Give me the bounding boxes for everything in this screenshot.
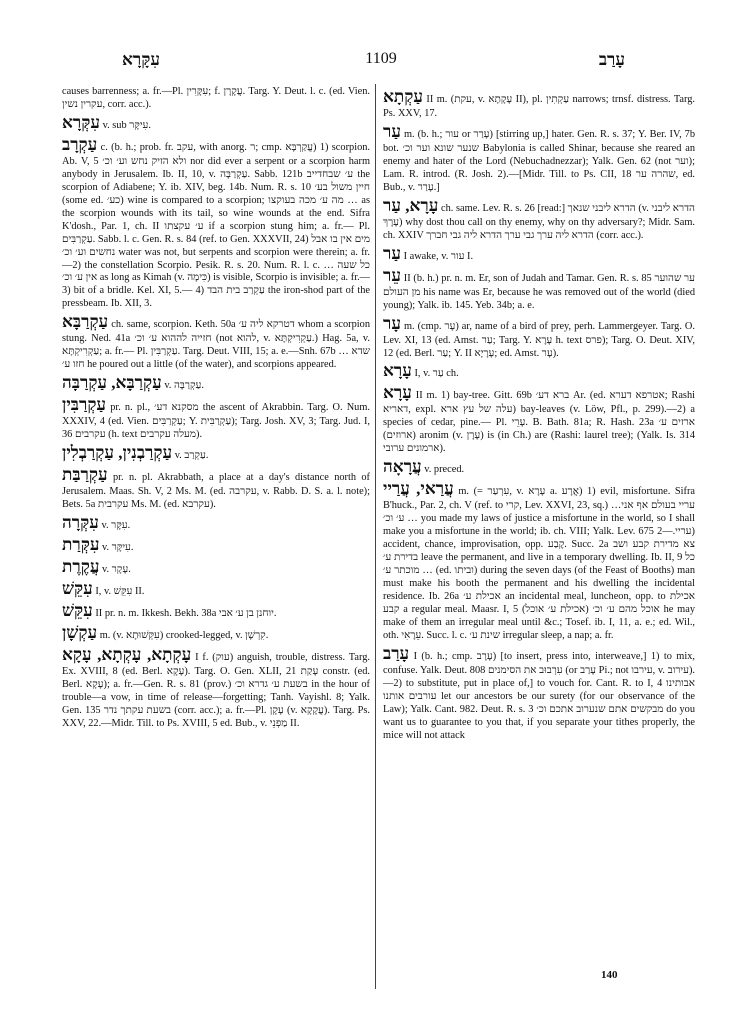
entry-headword: עֲרַאי, עֲרַיי bbox=[383, 479, 454, 499]
entry-headword: עֵר bbox=[383, 265, 401, 285]
dictionary-entry bbox=[383, 478, 695, 642]
entry-text: I f. (עוק) anguish, trouble, distress. Targ. Ex. XVIII, 8 (ed. Berl. עָקָא). Targ. O. Gen. XLII, 21 עָקַת constr. (ed. Berl. עָקָא); a. fr.—Gen. R. s. 81 (prov.) בשעת ע׳ גדרא וכ׳ in the hour of trouble—a vow, in time of release—forgetting; Tanh. Vayishl. 8; Yalk. Gen. 135 בשעת עקתך נדר (corr. acc.); a. fr.—Pl. עָקָן (v. עֲקָקָא). Targ. Ps. XXV, 22.—Midr. Till. to Ps. XVIII, 5 ed. Bub., v. מַפְנֵי II. bbox=[62, 652, 371, 729]
entry-text: m. (b. h.; עור or עָרַר) [stirring up,] hater. Gen. R. s. 37; Y. Ber. IV, 7b bot. שנער שונא וער וכ׳ Babylonia is called Shinar, because she reared an enemy and hater of the Lord (Nebuchadnezzar); Yalk. Gen. 62 (not וער); Lam. R. introd. (R. Josh. 2).—[Midr. Till. to Ps. CII, 18 שהרה ער, ed. Bub., v. עָרַר.] bbox=[383, 128, 696, 193]
entry-text: m. (cmp. עָר) ar, name of a bird of prey, perh. Lammergeyer. Targ. O. Lev. XI, 13 (ed. Amst. עַר; Targ. Y. עָרָא h. text פרס); Targ. O. Deut. XIV, 12 (ed. Berl. עַר; Y. II עָרָיָא; ed. Amst. עָר). bbox=[383, 320, 695, 359]
entry-text: ch. same, scorpion. Keth. 50a דטרקא ליה ע׳ whom a scorpion stung. Ned. 41a חזייה לההוא ע׳ וכ׳ (not להוא, v. עַקְרִיקְתָּא.) Hag. 5a, v. עַקְרִיקְתָּא; a. fr.— Pl. עַקְרַבִּין. Targ. Deut. VIII, 15; a. e.—Snh. 67b שדא … חזו ע׳ he poured out a little (of the water), and scorpions appeared. bbox=[62, 319, 371, 371]
left-column bbox=[62, 86, 370, 731]
dictionary-entry bbox=[62, 644, 370, 731]
right-column bbox=[383, 86, 695, 743]
dictionary-entry bbox=[62, 311, 370, 372]
dictionary-entry bbox=[62, 372, 370, 394]
entry-text: ch. same. Lev. R. s. 26 [read:] הדרא ליבני שנאך (v. הדרא ליבני עָרָךְ) why dost thou call on thy enemy, why on thy adversary?; Midr. Sam. ch. XXIV הדרא ליה ערך גבי ערך הדרא ליה גבי חברך (corr. acc.). bbox=[383, 202, 695, 241]
running-head-left: עִקָּרָא bbox=[122, 50, 160, 69]
entry-text: causes barrenness; a. fr.—Pl. עִקָּרִין; f. עֲקָרָן. Targ. Y. Deut. l. c. (ed. Vien. עקרין נשין, corr. acc.). bbox=[62, 86, 370, 110]
dictionary-entry bbox=[62, 622, 370, 644]
entry-text: II pr. n. m. Ikkesh. Bekh. 38a יוחנן בן ע׳ אבי. bbox=[95, 608, 277, 620]
column-divider bbox=[375, 84, 376, 989]
entry-headword: עִקְּרָה bbox=[62, 513, 99, 533]
entry-headword: עַר bbox=[383, 243, 401, 263]
entry-headword: עָרָא, עַר bbox=[383, 195, 439, 215]
entry-headword: עִקְּרַת bbox=[62, 535, 100, 555]
dictionary-entry bbox=[383, 121, 695, 195]
dictionary-entry bbox=[383, 195, 695, 243]
entry-text: v. עַקְרַב. bbox=[174, 450, 209, 462]
entry-headword: עַקְרַבְנִין, עַקְרַבְלִין bbox=[62, 443, 173, 463]
entry-headword: עָרָא bbox=[383, 361, 412, 381]
entry-text: I awake, v. עור I. bbox=[403, 250, 474, 262]
entry-text: v. עִקָּר. bbox=[101, 520, 131, 532]
dictionary-entry bbox=[383, 360, 695, 382]
dictionary-entry bbox=[383, 243, 695, 265]
dictionary-entry bbox=[62, 534, 370, 556]
entry-text: II m. (עקת, v. עָקָתָא II), pl. עַקְתִין narrows; trnsf. distress. Targ. Ps. XXV, 17. bbox=[383, 94, 696, 119]
entry-headword: עֲקֶרֶת bbox=[62, 557, 100, 577]
entry-text: v. עִיקָּר. bbox=[102, 542, 134, 554]
entry-headword: עַקְרַבַּת bbox=[62, 465, 108, 485]
entry-headword: עִקֵּשׁ bbox=[62, 601, 93, 621]
dictionary-entry bbox=[383, 313, 695, 361]
entry-text: v. עַקְרַבָּה. bbox=[164, 380, 204, 392]
dictionary-entry bbox=[62, 600, 370, 622]
entry-text: m. (= עִרְעַר, v. עָרָא a. אֲרָע) 1) evil, misfortune. Sifra B'huck., Par. 2, ch. V (ref. to קרי, Lev. XXVI, 23, sq.) …עריי בעולם אף אני … ע׳ וכ׳ you made my laws of justice a misfortune in the world, so I shall make you a misfortune in the world; ib. ch. VIII; Yalk. Lev. 675 עריי.—2) accident, chance, improvisation, opp. קֶבַע. Succ. 2a צא מדירת קבע ושב בדירת ע׳ leave the permanent, and live in a temporary dwelling. Ib. II, 9 כל … מוכתר ע׳ (ed. וביתו) during the seven days (of the Feast of Booths) man must make his booth the permanent and his dwelling the incidental residence. Ib. 26a אכילת ע׳ an incidental meal, luncheon, opp. to אכילת קבע a regular meal. Maasr. I, 5 אוכל מהם ע׳ וכ׳ (אכילת ע׳ אוכל) he may make of them an irregular meal until &c.; Tosef. ib. I, 11, a. e.; ed. Wil., oth. עֵרָאִי. Succ. l. c. שינת ע׳ irregular sleep, a nap; a. fr. bbox=[383, 486, 696, 641]
entry-headword: עַקְרָב bbox=[62, 134, 98, 154]
entry-headword: עִקְּרָא bbox=[62, 112, 100, 132]
dictionary-entry bbox=[62, 578, 370, 600]
dictionary-entry bbox=[62, 442, 370, 464]
entry-headword: עַר bbox=[383, 121, 401, 141]
dictionary-entry bbox=[383, 456, 695, 478]
dictionary-entry bbox=[62, 512, 370, 534]
entry-text: c. (b. h.; prob. fr. עקב, with anorg. ר; cmp. עֲקַרְבָּא) 1) scorpion. Ab. V, 5 ולא הזיק נחש וע׳ וכ׳ nor did ever a serpent or a scorpion harm anybody in Jerusalem. Ib. II, 10, v. עַקְרַבָּה. Sabb. 121b ע׳ שבחדייב the scorpion of Adiabene; Y. ib. XIV, beg. 14b. Num. R. s. 10 חיין משול בע׳ (some ed. כע׳) wine is compared to a scorpion; מה ע׳ מכה בעוקצו … as the scorpion wounds with its tail, so wine wounds at the end. Sifra K'dosh., Par. 1, ch. II ע׳ עקצתו if a scorpion stung him; a. fr.— Pl. עַקְרַבִּים. Sabb. l. c. Gen. R. s. 84 (ref. to Gen. XXXVII, 24) מים אין בו אבל נחשים וע׳ וכ׳ water was not, but serpents and scorpion were therein; a. fr.—2) the constellation Scorpio. Pesik. R. s. 20. Num. R. l. c. כל שעה … אין ע׳ וכ׳ as long as Kimah (v. כִּימָה) is visible, Scorpio is invisible; a. fr.—3) bit of a bridle. Kel. XI, 5.— 4) עַקְרַב בית הבד the iron-shod part of the pressbeam. Ib. XII, 3. bbox=[62, 141, 371, 310]
entry-headword: עַקְרַבָּא, עַקְרַבָּה bbox=[62, 373, 162, 393]
dictionary-entry bbox=[62, 134, 370, 311]
dictionary-entry bbox=[383, 86, 695, 121]
entry-text: v. עָקָר. bbox=[102, 564, 131, 576]
dictionary-entry bbox=[62, 112, 370, 134]
dictionary-entry bbox=[62, 86, 370, 112]
dictionary-entry bbox=[62, 464, 370, 512]
entry-headword: עָקְתָא, עָקְתָא, עָקָא bbox=[62, 645, 192, 665]
entry-text: II (b. h.) pr. n. m. Er, son of Judah and Tamar. Gen. R. s. 85 ער שהוער מן העולם his name was Er, because he was removed out of the world (died young); Yalk. ib. 145. Yeb. 34b; a. e. bbox=[383, 272, 695, 311]
entry-headword: עָר bbox=[383, 313, 401, 333]
entry-text: v. preced. bbox=[424, 464, 465, 476]
entry-headword: עַקְרַבָּא bbox=[62, 312, 109, 332]
entry-text: II m. 1) bay-tree. Gitt. 69b ברא דע׳ Ar. (ed. אטרפא דערא; Rashi דאריא, expl. עלה של עץ ארא) bay-leaves (v. Löw, Pfl., p. 299).—2) a species of cedar, pine.— Pl. עָרֵי. B. Bath. 81a; R. Hash. 23a ארזים ע׳ (ארוזים) aronim (v. עָרָן) is (in Ch.) are (Rashi: laurel tree); (Yalk. Is. 314 ארמונים ערובי). bbox=[383, 390, 695, 455]
entry-headword: עַקְשָׁן bbox=[62, 623, 98, 643]
entry-headword: עָרָא bbox=[383, 383, 412, 403]
dictionary-entry bbox=[383, 265, 695, 313]
entry-text: m. (v. עִקְּשׁוּתָא) crooked-legged, v. קִרְשָׁן. bbox=[99, 630, 269, 642]
page-number: 1109 bbox=[365, 50, 397, 67]
dictionary-entry bbox=[383, 643, 695, 743]
entry-text: I (b. h.; cmp. עָרָב) [to insert, press into, interweave,] 1) to mix, confuse. Yalk. Deut. 808 עִרְבוּב את הסימנים (or עָרַב Pi.; not עירבו, v. עירוב).—2) to substitute, put in place of,] to vouch for. Cant. R. to I, 4 אבותינו עורבים אותנו let our ancestors be our surety (for our observance of the Law); Yalk. Cant. 982. Deut. R. s. 3 מבקשים אתם שנערוב אתכם וכ׳ do you want us to guarantee to you that, if you separate your tithes properly, the mice will not attack bbox=[383, 650, 696, 741]
entry-text: I, v. עַר ch. bbox=[414, 368, 459, 380]
signature-mark: 140 bbox=[601, 969, 618, 981]
running-head-right: עָרַב bbox=[598, 50, 625, 69]
entry-text: pr. n. pl., מסקנא דע׳ the ascent of Akrabbin. Targ. O. Num. XXXIV, 4 (ed. Vien. עַקְרַבִּים; Y. עַקְרַבִּית); Targ. Josh. XV, 3; Targ. Jud. I, 36 עקרבים (h. text מעלה עקרבים). bbox=[62, 402, 370, 441]
entry-text: pr. n. pl. Akrabbath, a place at a day's distance north of Jerusalem. Maas. Sh. V, 2 Ms. M. (ed. עקרבה, v. Rabb. D. S. a. l. note); Bets. 5a עקרבית Ms. M. (ed. עקרבא). bbox=[62, 472, 370, 511]
dictionary-entry bbox=[62, 556, 370, 578]
dictionary-entry bbox=[383, 382, 695, 456]
entry-text: I, v. עִקֵּשׁ II. bbox=[95, 586, 145, 598]
entry-headword: עַקְתָא bbox=[383, 87, 424, 106]
entry-headword: עִקֵּשׁ bbox=[62, 579, 93, 599]
entry-headword: עַקְרַבִּין bbox=[62, 395, 107, 415]
page-header bbox=[62, 50, 700, 76]
entry-headword: עָרַב bbox=[383, 643, 410, 663]
dictionary-entry bbox=[62, 394, 370, 442]
entry-headword: עֲרָאָה bbox=[383, 457, 422, 477]
entry-text: v. sub עִיקָּר. bbox=[102, 119, 151, 131]
